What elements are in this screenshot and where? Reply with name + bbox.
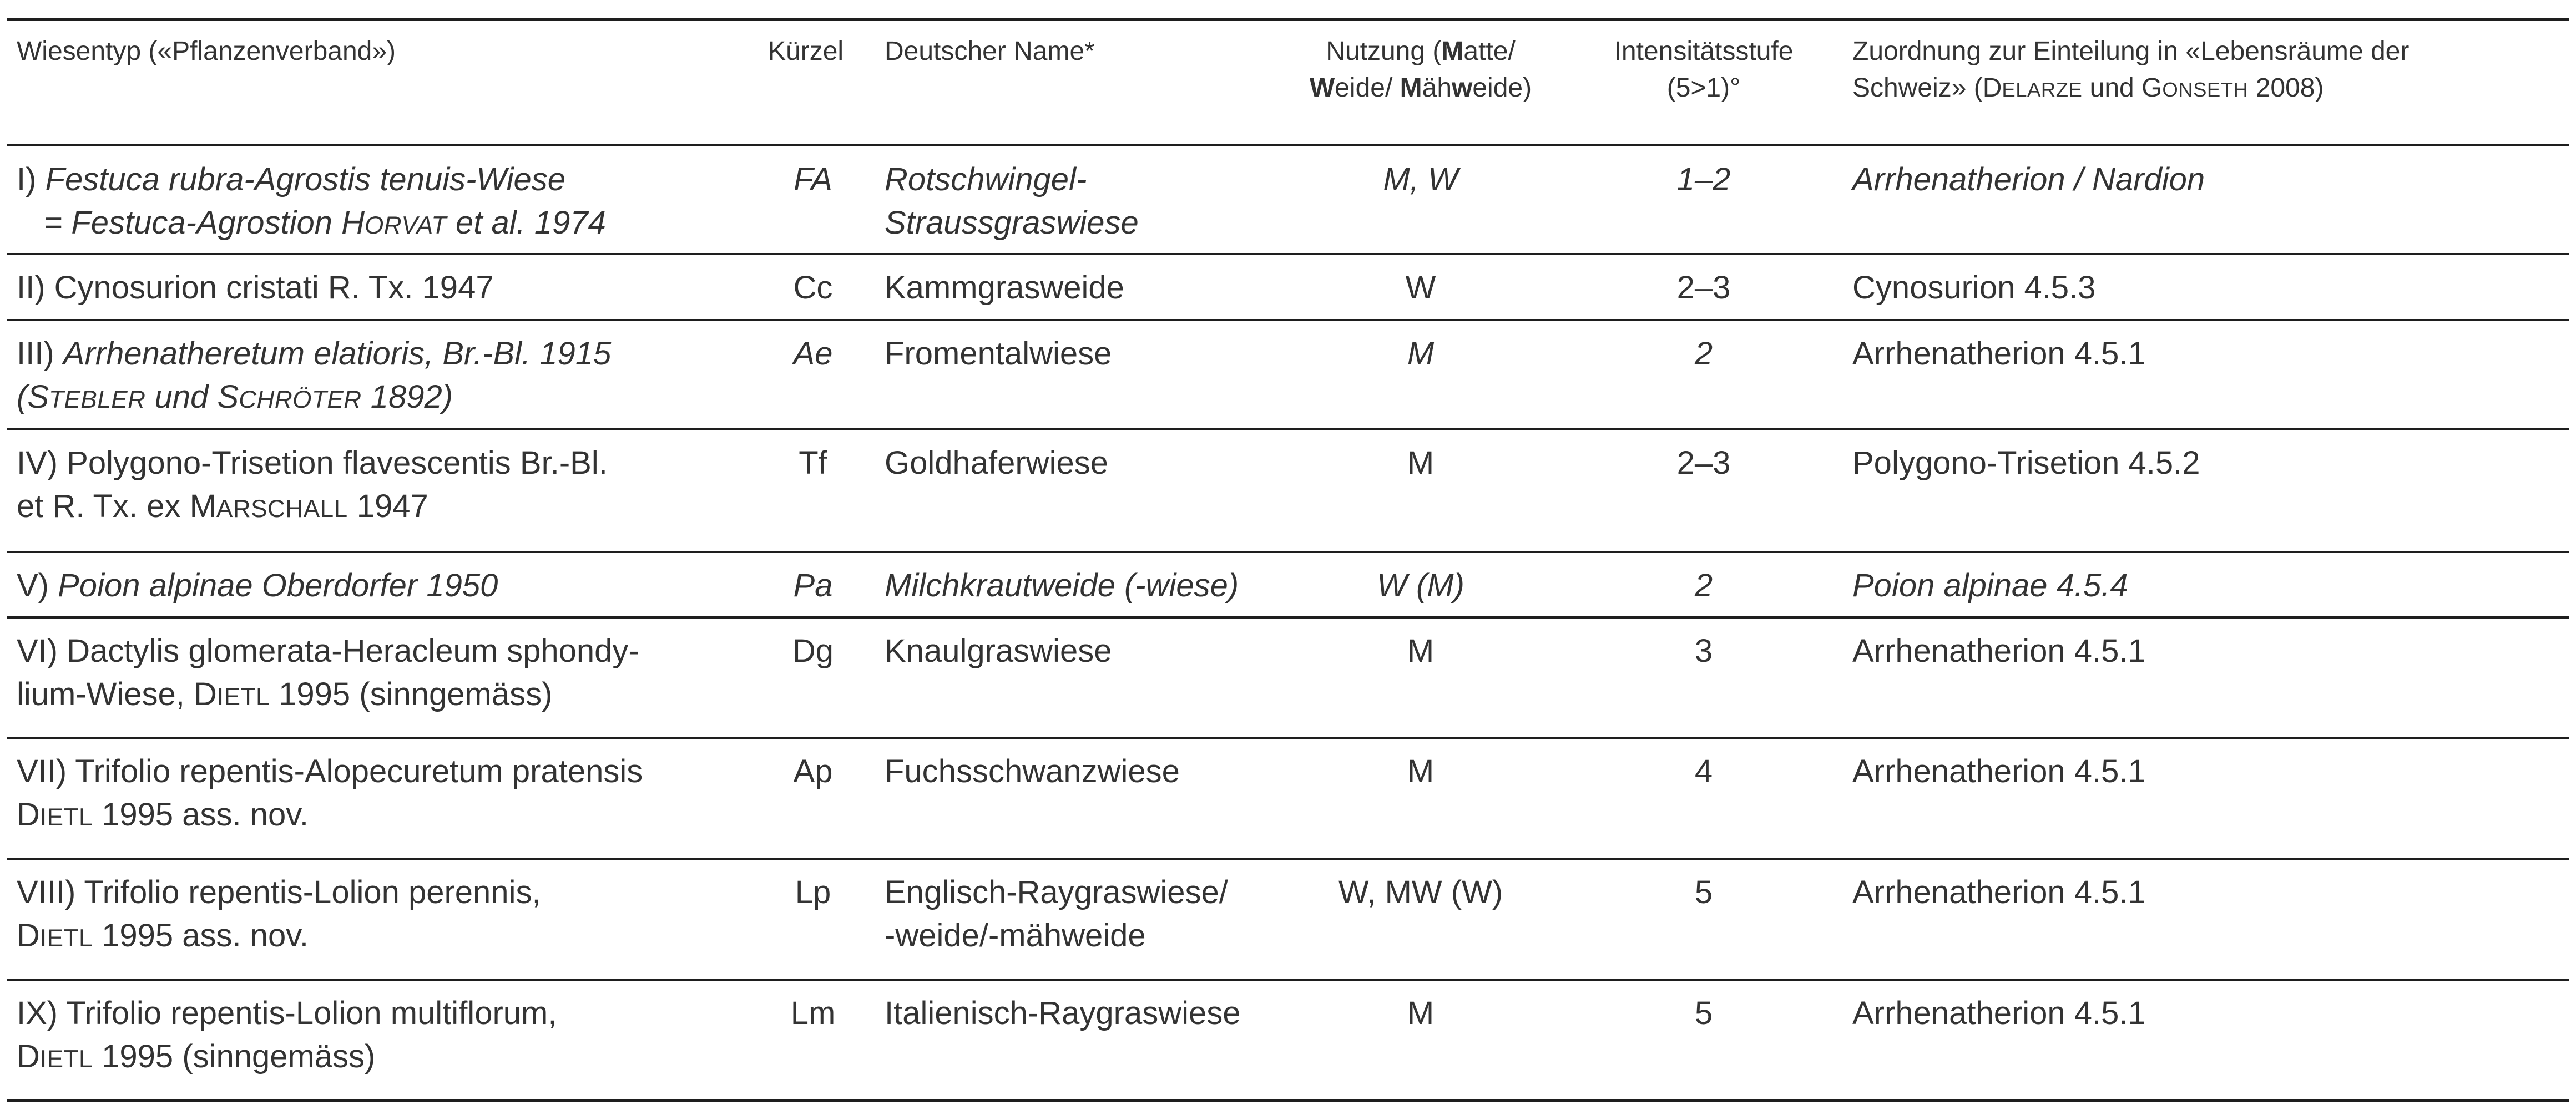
cell-kuerzel: Pa — [793, 567, 833, 604]
cell-kuerzel: Dg — [792, 633, 834, 669]
cell-deutscher-name: Knaulgraswiese — [885, 633, 1112, 669]
cell-deutscher-name: Milchkrautweide (-wiese) — [885, 567, 1239, 604]
cell-intensitaet: 5 — [1694, 874, 1713, 910]
table-top-rule — [7, 18, 2569, 21]
cell-wiesentyp: IV) Polygono-Trisetion flavescentis Br.-Bl. et R. Tx. ex MARSCHALL 1947 — [17, 445, 608, 524]
cell-nutzung: M — [1407, 633, 1435, 669]
cell-deutscher-name: Fuchsschwanzwiese — [885, 753, 1180, 789]
cell-deutscher-name: Englisch-Raygraswiese/ -weide/-mähweide — [885, 874, 1228, 954]
row-divider — [7, 858, 2569, 860]
cell-nutzung: W, MW (W) — [1338, 874, 1503, 910]
cell-zuordnung: Arrhenatherion 4.5.1 — [1852, 753, 2146, 789]
cell-intensitaet: 2 — [1694, 567, 1713, 604]
cell-intensitaet: 2–3 — [1676, 270, 1731, 306]
cell-wiesentyp: VIII) Trifolio repentis-Lolion perennis, DIETL 1995 ass. nov. — [17, 874, 541, 954]
cell-deutscher-name: Rotschwingel- Straussgraswiese — [885, 161, 1139, 241]
cell-kuerzel: Ap — [793, 753, 833, 789]
cell-kuerzel: Lp — [795, 874, 831, 910]
cell-intensitaet: 1–2 — [1676, 161, 1731, 197]
row-divider — [7, 253, 2569, 255]
row-divider — [7, 319, 2569, 321]
row-divider — [7, 737, 2569, 739]
cell-zuordnung: Polygono-Trisetion 4.5.2 — [1852, 445, 2200, 481]
cell-nutzung: M — [1407, 445, 1435, 481]
cell-wiesentyp: VI) Dactylis glomerata-Heracleum sphondy- lium-Wiese, DIETL 1995 (sinngemäss) — [17, 633, 639, 712]
cell-zuordnung: Poion alpinae 4.5.4 — [1852, 567, 2128, 604]
header-bottom-rule — [7, 144, 2569, 146]
cell-wiesentyp: VII) Trifolio repentis-Alopecuretum pratensis DIETL 1995 ass. nov. — [17, 753, 643, 833]
cell-zuordnung: Arrhenatherion 4.5.1 — [1852, 336, 2146, 372]
header-deutscher-name: Deutscher Name* — [885, 37, 1095, 66]
header-intensitaet: Intensitätsstufe (5>1)° — [1614, 37, 1794, 103]
cell-intensitaet: 5 — [1694, 995, 1713, 1031]
cell-nutzung: M — [1407, 336, 1435, 372]
cell-deutscher-name: Fromentalwiese — [885, 336, 1112, 372]
header-wiesentyp: Wiesentyp («Pflanzenverband») — [17, 37, 396, 66]
cell-nutzung: M, W — [1383, 161, 1458, 197]
cell-deutscher-name: Italienisch-Raygraswiese — [885, 995, 1241, 1031]
cell-wiesentyp: II) Cynosurion cristati R. Tx. 1947 — [17, 270, 494, 306]
cell-zuordnung: Cynosurion 4.5.3 — [1852, 270, 2096, 306]
cell-zuordnung: Arrhenatherion / Nardion — [1852, 161, 2205, 197]
cell-zuordnung: Arrhenatherion 4.5.1 — [1852, 633, 2146, 669]
cell-zuordnung: Arrhenatherion 4.5.1 — [1852, 995, 2146, 1031]
cell-kuerzel: Lm — [790, 995, 836, 1031]
cell-zuordnung: Arrhenatherion 4.5.1 — [1852, 874, 2146, 910]
cell-wiesentyp: III) Arrhenatheretum elatioris, Br.-Bl. 1915 (STEBLER und SCHRÖTER 1892) — [17, 336, 612, 415]
cell-nutzung: W — [1405, 270, 1436, 306]
header-nutzung: Nutzung (Matte/ Weide/ Mähweide) — [1309, 37, 1532, 103]
cell-nutzung: W (M) — [1377, 567, 1464, 604]
cell-intensitaet: 2–3 — [1676, 445, 1731, 481]
cell-kuerzel: Ae — [793, 336, 833, 372]
cell-deutscher-name: Goldhaferwiese — [885, 445, 1108, 481]
cell-wiesentyp: V) Poion alpinae Oberdorfer 1950 — [17, 567, 498, 604]
cell-nutzung: M — [1407, 753, 1435, 789]
cell-kuerzel: Tf — [799, 445, 827, 481]
cell-nutzung: M — [1407, 995, 1435, 1031]
cell-wiesentyp: IX) Trifolio repentis-Lolion multiflorum, DIETL 1995 (sinngemäss) — [17, 995, 557, 1075]
header-kuerzel: Kürzel — [768, 37, 844, 66]
cell-deutscher-name: Kammgrasweide — [885, 270, 1124, 306]
cell-kuerzel: FA — [794, 161, 832, 197]
cell-wiesentyp: I) Festuca rubra-Agrostis tenuis-Wiese = Festuca-Agrostion HORVAT et al. 1974 — [17, 161, 606, 241]
row-divider — [7, 551, 2569, 553]
row-divider — [7, 428, 2569, 430]
row-divider — [7, 979, 2569, 981]
header-zuordnung: Zuordnung zur Einteilung in «Lebensräume der Schweiz» (DELARZE und GONSETH 2008) — [1852, 37, 2410, 103]
row-divider — [7, 616, 2569, 619]
table-bottom-rule — [7, 1099, 2569, 1102]
cell-intensitaet: 4 — [1694, 753, 1713, 789]
cell-intensitaet: 2 — [1694, 336, 1713, 372]
cell-intensitaet: 3 — [1694, 633, 1713, 669]
cell-kuerzel: Cc — [793, 270, 833, 306]
